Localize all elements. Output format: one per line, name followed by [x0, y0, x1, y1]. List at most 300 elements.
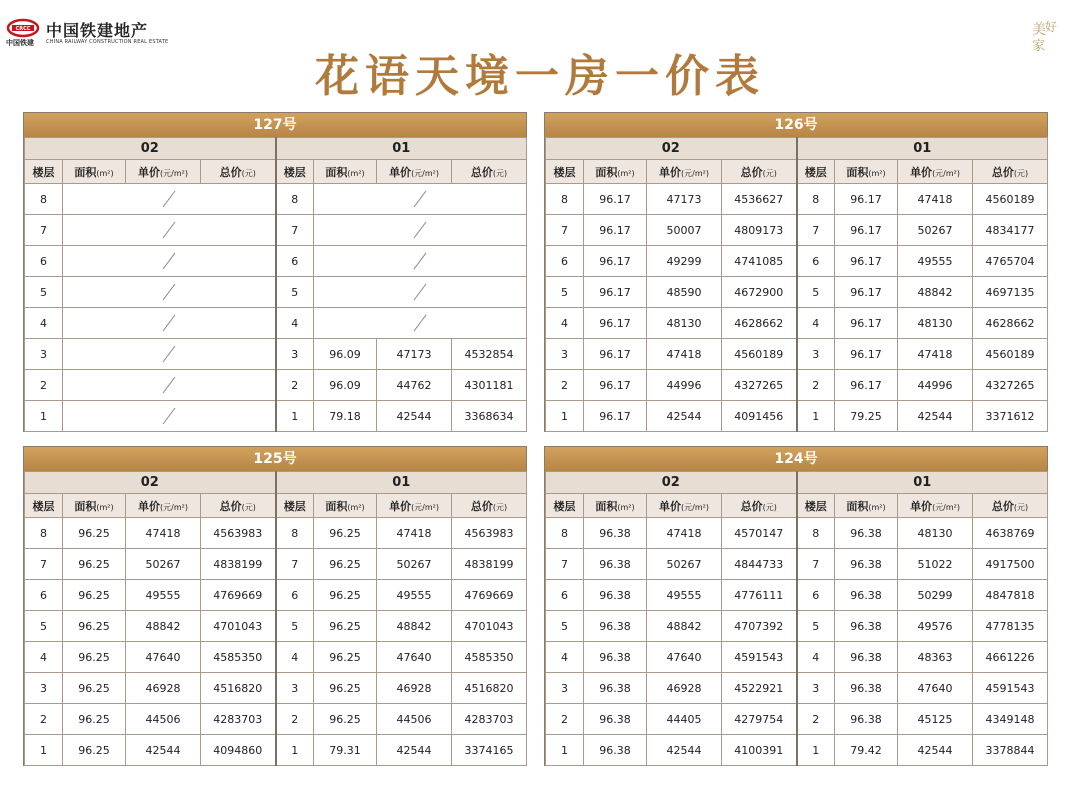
- unavailable-cell: [314, 215, 527, 246]
- area-cell: 96.25: [63, 704, 126, 735]
- area-cell: 96.17: [584, 184, 647, 215]
- table-row: [546, 277, 1048, 308]
- total-price-cell: 4560189: [973, 339, 1048, 370]
- floor-cell: 6: [25, 246, 63, 277]
- area-cell: 79.31: [314, 735, 377, 766]
- area-cell: 96.25: [63, 673, 126, 704]
- floor-cell: 5: [546, 277, 584, 308]
- area-cell: 79.18: [314, 401, 377, 432]
- unit-price-header: 单价(元/m²): [126, 160, 201, 184]
- unit-price-cell: 48130: [647, 308, 722, 339]
- area-cell: 96.17: [835, 308, 898, 339]
- total-price-cell: 4560189: [722, 339, 797, 370]
- unit-price-cell: 49555: [898, 246, 973, 277]
- unit-price-cell: 50267: [647, 549, 722, 580]
- unit-price-cell: 49299: [647, 246, 722, 277]
- slash-icon: [161, 375, 177, 395]
- unit-price-cell: 44996: [647, 370, 722, 401]
- floor-cell: 6: [546, 246, 584, 277]
- area-cell: 96.38: [584, 642, 647, 673]
- total-price-header: 总价(元): [973, 494, 1048, 518]
- unit-price-cell: 47640: [647, 642, 722, 673]
- area-cell: 96.38: [835, 673, 898, 704]
- unit-price-cell: 45125: [898, 704, 973, 735]
- table-row: [546, 339, 1048, 370]
- floor-cell: 8: [546, 184, 584, 215]
- total-price-cell: 4301181: [452, 370, 527, 401]
- area-header: 面积(m²): [584, 494, 647, 518]
- area-cell: 96.25: [314, 611, 377, 642]
- unit-price-cell: 47418: [898, 184, 973, 215]
- floor-cell: 5: [797, 611, 835, 642]
- unit-price-cell: 51022: [898, 549, 973, 580]
- area-cell: 96.17: [835, 215, 898, 246]
- total-price-header: 总价(元): [201, 494, 276, 518]
- area-cell: 96.25: [314, 642, 377, 673]
- building-name: 125号: [24, 447, 526, 471]
- floor-cell: 5: [25, 611, 63, 642]
- area-header: 面积(m²): [835, 160, 898, 184]
- slash-icon: [412, 251, 428, 271]
- area-cell: 96.25: [63, 642, 126, 673]
- slash-icon: [161, 313, 177, 333]
- table-row: [546, 580, 1048, 611]
- table-row: [546, 246, 1048, 277]
- slash-icon: [161, 282, 177, 302]
- total-price-header: 总价(元): [722, 160, 797, 184]
- floor-cell: 4: [25, 642, 63, 673]
- floor-cell: 6: [546, 580, 584, 611]
- slash-icon: [161, 251, 177, 271]
- slash-icon: [412, 189, 428, 209]
- total-price-cell: 4628662: [722, 308, 797, 339]
- total-price-cell: 4638769: [973, 518, 1048, 549]
- crcc-emblem-icon: [6, 18, 40, 40]
- unit-name: 01: [797, 138, 1048, 160]
- building-name: 127号: [24, 113, 526, 137]
- svg-text:CRCC: CRCC: [15, 26, 31, 32]
- unavailable-cell: [63, 184, 276, 215]
- total-price-cell: 4707392: [722, 611, 797, 642]
- unit-price-cell: 47418: [898, 339, 973, 370]
- total-price-header: 总价(元): [201, 160, 276, 184]
- table-row: [25, 611, 527, 642]
- area-cell: 96.38: [835, 549, 898, 580]
- area-cell: 96.17: [835, 277, 898, 308]
- floor-cell: 5: [797, 277, 835, 308]
- unit-price-cell: 49576: [898, 611, 973, 642]
- total-price-cell: 4628662: [973, 308, 1048, 339]
- unavailable-cell: [63, 246, 276, 277]
- total-price-cell: 4091456: [722, 401, 797, 432]
- unit-price-cell: 46928: [377, 673, 452, 704]
- total-price-header: 总价(元): [722, 494, 797, 518]
- table-row: [546, 215, 1048, 246]
- floor-header: 楼层: [797, 494, 835, 518]
- total-price-header: 总价(元): [973, 160, 1048, 184]
- area-cell: 96.25: [63, 735, 126, 766]
- floor-cell: 1: [546, 401, 584, 432]
- unavailable-cell: [63, 401, 276, 432]
- floor-header: 楼层: [25, 160, 63, 184]
- unavailable-cell: [63, 339, 276, 370]
- table-row: [25, 642, 527, 673]
- svg-text:家: 家: [1032, 39, 1046, 54]
- floor-cell: 3: [276, 339, 314, 370]
- floor-cell: 8: [276, 184, 314, 215]
- unit-price-cell: 48130: [898, 518, 973, 549]
- area-cell: 96.17: [835, 339, 898, 370]
- total-price-cell: 4834177: [973, 215, 1048, 246]
- floor-cell: 2: [546, 704, 584, 735]
- unavailable-cell: [314, 277, 527, 308]
- total-price-cell: 4838199: [452, 549, 527, 580]
- area-header: 面积(m²): [314, 494, 377, 518]
- total-price-cell: 4560189: [973, 184, 1048, 215]
- unit-price-header: 单价(元/m²): [898, 494, 973, 518]
- floor-cell: 6: [276, 246, 314, 277]
- total-price-header: 总价(元): [452, 494, 527, 518]
- area-cell: 96.17: [835, 246, 898, 277]
- floor-cell: 2: [797, 704, 835, 735]
- area-header: 面积(m²): [835, 494, 898, 518]
- unit-price-cell: 44506: [377, 704, 452, 735]
- floor-header: 楼层: [797, 160, 835, 184]
- floor-cell: 4: [797, 642, 835, 673]
- area-cell: 96.17: [835, 370, 898, 401]
- unit-price-cell: 47173: [377, 339, 452, 370]
- floor-cell: 4: [276, 308, 314, 339]
- total-price-cell: 4765704: [973, 246, 1048, 277]
- area-cell: 96.38: [584, 518, 647, 549]
- unit-header-row: [546, 472, 1048, 494]
- total-price-cell: 3368634: [452, 401, 527, 432]
- total-price-cell: 4701043: [201, 611, 276, 642]
- floor-cell: 2: [546, 370, 584, 401]
- unit-price-cell: 42544: [126, 735, 201, 766]
- floor-cell: 2: [276, 370, 314, 401]
- svg-text:好: 好: [1045, 20, 1058, 34]
- unit-price-header: 单价(元/m²): [377, 494, 452, 518]
- unit-price-cell: 44506: [126, 704, 201, 735]
- unit-header-row: [25, 138, 527, 160]
- total-price-cell: 4349148: [973, 704, 1048, 735]
- page-title: 花语天境一房一价表: [315, 51, 765, 102]
- total-price-cell: 4327265: [722, 370, 797, 401]
- total-price-cell: 4570147: [722, 518, 797, 549]
- total-price-cell: 4672900: [722, 277, 797, 308]
- table-row: [546, 704, 1048, 735]
- unit-name: 01: [276, 472, 527, 494]
- floor-cell: 8: [546, 518, 584, 549]
- column-header-row: [25, 160, 527, 184]
- svg-text:美: 美: [1032, 22, 1046, 38]
- floor-header: 楼层: [25, 494, 63, 518]
- total-price-cell: 4847818: [973, 580, 1048, 611]
- price-table: [24, 137, 527, 432]
- unit-price-cell: 48842: [377, 611, 452, 642]
- total-price-cell: 4585350: [452, 642, 527, 673]
- table-row: [25, 673, 527, 704]
- building-block: [23, 446, 527, 766]
- total-price-cell: 4585350: [201, 642, 276, 673]
- building-block: [544, 112, 1048, 432]
- total-price-cell: 4809173: [722, 215, 797, 246]
- unit-price-cell: 47418: [377, 518, 452, 549]
- total-price-cell: 4701043: [452, 611, 527, 642]
- unavailable-cell: [63, 215, 276, 246]
- floor-cell: 7: [25, 215, 63, 246]
- unit-price-header: 单价(元/m²): [647, 160, 722, 184]
- table-row: [25, 401, 527, 432]
- area-cell: 96.25: [314, 549, 377, 580]
- floor-cell: 3: [546, 673, 584, 704]
- table-row: [25, 277, 527, 308]
- unit-price-cell: 42544: [898, 735, 973, 766]
- unit-price-cell: 50267: [377, 549, 452, 580]
- unit-price-cell: 42544: [647, 401, 722, 432]
- floor-cell: 7: [276, 215, 314, 246]
- floor-cell: 4: [25, 308, 63, 339]
- unit-name: 01: [276, 138, 527, 160]
- unit-price-cell: 47418: [126, 518, 201, 549]
- total-price-cell: 4917500: [973, 549, 1048, 580]
- unit-price-cell: 42544: [377, 735, 452, 766]
- building-block: [23, 112, 527, 432]
- area-cell: 96.38: [584, 704, 647, 735]
- total-price-cell: 4591543: [722, 642, 797, 673]
- total-price-cell: 4563983: [201, 518, 276, 549]
- total-price-cell: 4094860: [201, 735, 276, 766]
- floor-cell: 1: [276, 401, 314, 432]
- unit-price-cell: 50007: [647, 215, 722, 246]
- area-cell: 96.38: [835, 642, 898, 673]
- unit-price-cell: 50267: [126, 549, 201, 580]
- unit-price-cell: 44405: [647, 704, 722, 735]
- floor-header: 楼层: [546, 494, 584, 518]
- floor-cell: 1: [797, 735, 835, 766]
- column-header-row: [546, 494, 1048, 518]
- unit-price-cell: 49555: [377, 580, 452, 611]
- area-cell: 96.09: [314, 370, 377, 401]
- total-price-cell: 4776111: [722, 580, 797, 611]
- unit-price-cell: 49555: [647, 580, 722, 611]
- floor-cell: 5: [276, 277, 314, 308]
- unavailable-cell: [314, 246, 527, 277]
- floor-cell: 5: [25, 277, 63, 308]
- floor-cell: 7: [546, 549, 584, 580]
- area-cell: 96.38: [584, 611, 647, 642]
- floor-cell: 3: [276, 673, 314, 704]
- table-row: [546, 370, 1048, 401]
- area-header: 面积(m²): [314, 160, 377, 184]
- total-price-cell: 4100391: [722, 735, 797, 766]
- unit-price-cell: 50267: [898, 215, 973, 246]
- table-row: [546, 401, 1048, 432]
- total-price-cell: 4661226: [973, 642, 1048, 673]
- unit-price-cell: 48842: [126, 611, 201, 642]
- column-header-row: [546, 160, 1048, 184]
- floor-cell: 8: [25, 184, 63, 215]
- unit-price-cell: 48842: [898, 277, 973, 308]
- floor-cell: 4: [797, 308, 835, 339]
- table-row: [25, 246, 527, 277]
- area-cell: 79.25: [835, 401, 898, 432]
- floor-cell: 7: [276, 549, 314, 580]
- floor-cell: 8: [25, 518, 63, 549]
- column-header-row: [25, 494, 527, 518]
- area-cell: 96.25: [63, 580, 126, 611]
- slash-icon: [412, 220, 428, 240]
- slash-icon: [161, 406, 177, 426]
- price-table: [545, 137, 1048, 432]
- area-cell: 96.25: [314, 518, 377, 549]
- area-cell: 96.38: [584, 580, 647, 611]
- area-cell: 96.25: [314, 580, 377, 611]
- floor-cell: 6: [797, 580, 835, 611]
- table-row: [546, 673, 1048, 704]
- unit-price-cell: 46928: [647, 673, 722, 704]
- unit-price-header: 单价(元/m²): [898, 160, 973, 184]
- area-cell: 79.42: [835, 735, 898, 766]
- total-price-cell: 4283703: [452, 704, 527, 735]
- total-price-cell: 4741085: [722, 246, 797, 277]
- area-cell: 96.38: [835, 704, 898, 735]
- total-price-cell: 4327265: [973, 370, 1048, 401]
- floor-cell: 4: [546, 642, 584, 673]
- floor-cell: 1: [546, 735, 584, 766]
- area-cell: 96.17: [584, 339, 647, 370]
- area-cell: 96.09: [314, 339, 377, 370]
- unit-price-cell: 42544: [647, 735, 722, 766]
- area-cell: 96.25: [63, 518, 126, 549]
- area-header: 面积(m²): [584, 160, 647, 184]
- area-cell: 96.17: [584, 277, 647, 308]
- unit-price-cell: 47173: [647, 184, 722, 215]
- slash-icon: [412, 282, 428, 302]
- building-name: 126号: [545, 113, 1047, 137]
- floor-cell: 2: [25, 704, 63, 735]
- unit-price-cell: 48590: [647, 277, 722, 308]
- table-row: [546, 549, 1048, 580]
- area-cell: 96.38: [835, 518, 898, 549]
- unit-name: 02: [25, 138, 276, 160]
- total-price-cell: 4522921: [722, 673, 797, 704]
- unit-name: 02: [546, 138, 797, 160]
- unit-price-header: 单价(元/m²): [126, 494, 201, 518]
- floor-cell: 2: [797, 370, 835, 401]
- unit-name: 02: [25, 472, 276, 494]
- total-price-cell: 4516820: [201, 673, 276, 704]
- unit-header-row: [25, 472, 527, 494]
- area-cell: 96.38: [584, 549, 647, 580]
- floor-cell: 1: [797, 401, 835, 432]
- floor-cell: 1: [25, 735, 63, 766]
- floor-cell: 4: [276, 642, 314, 673]
- table-row: [25, 580, 527, 611]
- total-price-cell: 4279754: [722, 704, 797, 735]
- area-cell: 96.38: [835, 580, 898, 611]
- total-price-cell: 4769669: [201, 580, 276, 611]
- table-row: [546, 518, 1048, 549]
- total-price-cell: 4516820: [452, 673, 527, 704]
- area-cell: 96.17: [584, 308, 647, 339]
- total-price-header: 总价(元): [452, 160, 527, 184]
- total-price-cell: 4591543: [973, 673, 1048, 704]
- unit-price-header: 单价(元/m²): [647, 494, 722, 518]
- area-cell: 96.38: [835, 611, 898, 642]
- area-cell: 96.25: [63, 549, 126, 580]
- unit-price-cell: 48842: [647, 611, 722, 642]
- floor-cell: 6: [797, 246, 835, 277]
- table-row: [25, 704, 527, 735]
- total-price-cell: 3371612: [973, 401, 1048, 432]
- table-row: [546, 184, 1048, 215]
- building-block: [544, 446, 1048, 766]
- floor-cell: 3: [797, 673, 835, 704]
- area-header: 面积(m²): [63, 160, 126, 184]
- table-row: [546, 642, 1048, 673]
- unit-price-header: 单价(元/m²): [377, 160, 452, 184]
- floor-cell: 5: [276, 611, 314, 642]
- unit-header-row: [546, 138, 1048, 160]
- unit-name: 01: [797, 472, 1048, 494]
- total-price-cell: 4844733: [722, 549, 797, 580]
- total-price-cell: 4536627: [722, 184, 797, 215]
- table-row: [25, 518, 527, 549]
- logo-name-en: CHINA RAILWAY CONSTRUCTION REAL ESTATE: [46, 39, 169, 45]
- floor-cell: 8: [797, 184, 835, 215]
- unavailable-cell: [63, 308, 276, 339]
- unit-price-cell: 48130: [898, 308, 973, 339]
- building-name: 124号: [545, 447, 1047, 471]
- unit-price-cell: 42544: [377, 401, 452, 432]
- area-header: 面积(m²): [63, 494, 126, 518]
- floor-cell: 2: [276, 704, 314, 735]
- unit-price-cell: 48363: [898, 642, 973, 673]
- area-cell: 96.17: [584, 215, 647, 246]
- table-row: [546, 308, 1048, 339]
- area-cell: 96.25: [63, 611, 126, 642]
- unit-price-cell: 42544: [898, 401, 973, 432]
- unit-price-cell: 47640: [898, 673, 973, 704]
- slash-icon: [161, 189, 177, 209]
- logo-name-cn: 中国铁建地产: [46, 21, 149, 40]
- floor-cell: 1: [25, 401, 63, 432]
- floor-cell: 3: [25, 673, 63, 704]
- total-price-cell: 4283703: [201, 704, 276, 735]
- floor-header: 楼层: [546, 160, 584, 184]
- table-row: [25, 184, 527, 215]
- area-cell: 96.25: [314, 673, 377, 704]
- floor-cell: 4: [546, 308, 584, 339]
- unavailable-cell: [314, 184, 527, 215]
- table-row: [546, 735, 1048, 766]
- logo-emblem-text: 中国铁建: [6, 39, 34, 47]
- floor-header: 楼层: [276, 160, 314, 184]
- total-price-cell: 4838199: [201, 549, 276, 580]
- total-price-cell: 3378844: [973, 735, 1048, 766]
- total-price-cell: 3374165: [452, 735, 527, 766]
- table-row: [25, 308, 527, 339]
- floor-cell: 3: [25, 339, 63, 370]
- floor-cell: 1: [276, 735, 314, 766]
- unavailable-cell: [63, 370, 276, 401]
- unit-price-cell: 50299: [898, 580, 973, 611]
- floor-cell: 5: [546, 611, 584, 642]
- floor-cell: 7: [546, 215, 584, 246]
- table-row: [546, 611, 1048, 642]
